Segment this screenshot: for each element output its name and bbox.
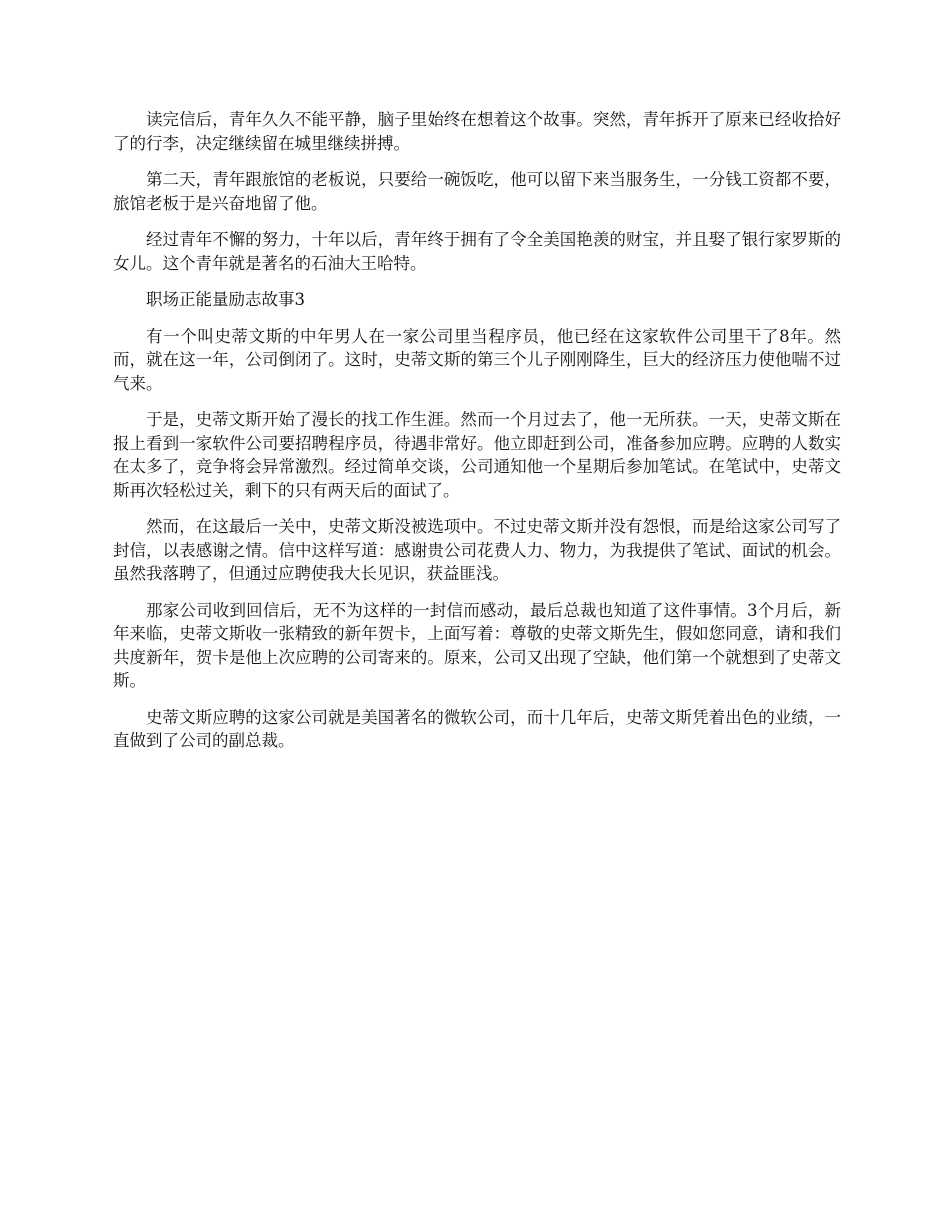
paragraph-6: 然而，在这最后一关中，史蒂文斯没被选项中。不过史蒂文斯并没有怨恨，而是给这家公司写了封信，以表感谢之情。信中这样写道：感谢贵公司花费人力、物力，为我提供了笔试、面试的机会。虽然我落聘了，但通过应聘使我大长见识，获益匪浅。 [113,517,841,583]
section-heading: 职场正能量励志故事3 [146,290,305,309]
paragraph-3: 经过青年不懈的努力，十年以后，青年终于拥有了令全美国艳羡的财宝，并且娶了银行家罗斯的女儿。这个青年就是著名的石油大王哈特。 [113,230,841,273]
paragraph-2: 第二天，青年跟旅馆的老板说，只要给一碗饭吃，他可以留下来当服务生，一分钱工资都不要，旅馆老板于是兴奋地留了他。 [113,170,841,213]
document-page [113,108,841,766]
paragraph-4: 有一个叫史蒂文斯的中年男人在一家公司里当程序员，他已经在这家软件公司里干了8年。然而，就在这一年，公司倒闭了。这时，史蒂文斯的第三个儿子刚刚降生，巨大的经济压力使他喘不过气来。 [113,326,841,393]
paragraph-8: 史蒂文斯应聘的这家公司就是美国著名的微软公司，而十几年后，史蒂文斯凭着出色的业绩，一直做到了公司的副总裁。 [113,707,841,750]
paragraph-7: 那家公司收到回信后，无不为这样的一封信而感动，最后总裁也知道了这件事情。3个月后，新年来临，史蒂文斯收一张精致的新年贺卡，上面写着：尊敬的史蒂文斯先生，假如您同意，请和我们共度新年，贺卡是他上次应聘的公司寄来的。原来，公司又出现了空缺，他们第一个就想到了史蒂文斯。 [113,600,841,690]
paragraph-1: 读完信后，青年久久不能平静，脑子里始终在想着这个故事。突然，青年拆开了原来已经收拾好了的行李，决定继续留在城里继续拼搏。 [113,110,841,153]
paragraph-5: 于是，史蒂文斯开始了漫长的找工作生涯。然而一个月过去了，他一无所获。一天，史蒂文斯在报上看到一家软件公司要招聘程序员，待遇非常好。他立即赶到公司，准备参加应聘。应聘的人数实在太多了，竞争将会异常激烈。经过简单交谈，公司通知他一个星期后参加笔试。在笔试中，史蒂文斯再次轻松过关，剩下的只有两天后的面试了。 [113,410,841,500]
